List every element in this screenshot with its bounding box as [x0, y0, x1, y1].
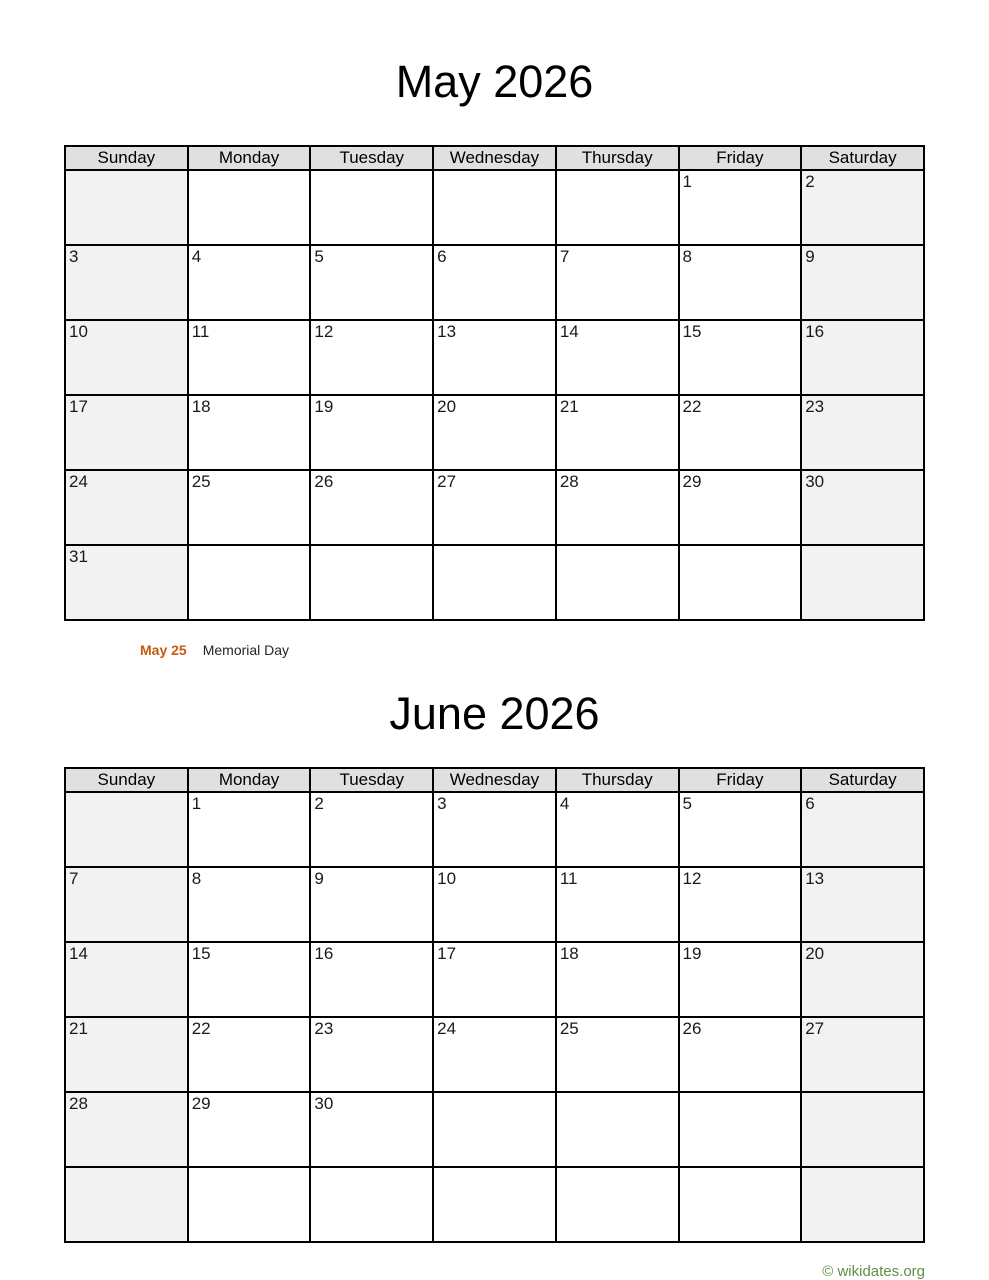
weekday-header-wednesday: Wednesday: [433, 768, 556, 792]
day-number: 29: [682, 472, 702, 491]
day-cell: [188, 470, 311, 545]
weekday-header-friday: Friday: [679, 146, 802, 170]
holiday-note: [140, 642, 925, 659]
day-number: 28: [559, 472, 579, 491]
day-cell: [310, 792, 433, 867]
empty-day-cell: [556, 1092, 679, 1167]
week-row: [65, 170, 924, 245]
week-row: [65, 942, 924, 1017]
day-number: 23: [805, 397, 825, 416]
holiday-note-name: Memorial Day: [202, 642, 290, 658]
day-number: 6: [437, 247, 447, 266]
day-cell: [679, 470, 802, 545]
empty-day-cell: [310, 1167, 433, 1242]
day-cell: [556, 942, 679, 1017]
day-number: 3: [69, 247, 79, 266]
day-number: 17: [69, 397, 88, 416]
day-cell: [679, 320, 802, 395]
day-number: 25: [559, 1019, 579, 1038]
day-cell: [556, 320, 679, 395]
week-row: [65, 867, 924, 942]
day-number: 1: [682, 172, 692, 191]
week-row: [65, 1167, 924, 1242]
day-cell: [433, 867, 556, 942]
day-cell: [801, 395, 924, 470]
day-cell: [801, 792, 924, 867]
week-row: [65, 792, 924, 867]
day-cell: [801, 1017, 924, 1092]
day-cell: [65, 545, 188, 620]
day-cell: [65, 395, 188, 470]
day-number: 28: [69, 1094, 88, 1113]
empty-day-cell: [679, 545, 802, 620]
day-number: 6: [805, 794, 815, 813]
day-number: 11: [191, 322, 210, 341]
day-number: 17: [437, 944, 457, 963]
month-title-may: May 2026: [395, 56, 594, 107]
holiday-note-date: May 25: [140, 642, 187, 658]
day-number: 27: [437, 472, 457, 491]
day-number: 23: [314, 1019, 334, 1038]
empty-day-cell: [556, 545, 679, 620]
day-number: 30: [805, 472, 825, 491]
week-row: [65, 395, 924, 470]
day-cell: [433, 1017, 556, 1092]
empty-day-cell: [801, 1092, 924, 1167]
day-number: 20: [805, 944, 825, 963]
day-number: 12: [682, 869, 702, 888]
empty-day-cell: [65, 792, 188, 867]
day-number: 12: [314, 322, 334, 341]
day-cell: [310, 470, 433, 545]
day-cell: [556, 395, 679, 470]
day-cell: [556, 792, 679, 867]
day-number: 7: [69, 869, 79, 888]
weekday-header-wednesday: Wednesday: [433, 146, 556, 170]
day-number: 29: [191, 1094, 211, 1113]
day-cell: [310, 1017, 433, 1092]
day-cell: [679, 245, 802, 320]
day-cell: [801, 170, 924, 245]
day-number: 19: [314, 397, 334, 416]
day-cell: [556, 867, 679, 942]
weekday-header-tuesday: Tuesday: [310, 768, 433, 792]
day-number: 18: [559, 944, 579, 963]
day-number: 9: [805, 247, 815, 266]
day-cell: [188, 395, 311, 470]
empty-day-cell: [310, 170, 433, 245]
day-number: 16: [805, 322, 825, 341]
day-cell: [65, 942, 188, 1017]
empty-day-cell: [65, 170, 188, 245]
day-number: 5: [682, 794, 692, 813]
empty-day-cell: [310, 545, 433, 620]
empty-day-cell: [188, 170, 311, 245]
day-cell: [65, 245, 188, 320]
day-number: 26: [682, 1019, 702, 1038]
empty-day-cell: [556, 1167, 679, 1242]
day-cell: [65, 1017, 188, 1092]
empty-day-cell: [188, 545, 311, 620]
weekday-header-saturday: Saturday: [801, 146, 924, 170]
day-number: 2: [314, 794, 324, 813]
day-cell: [65, 867, 188, 942]
day-cell: [433, 942, 556, 1017]
empty-day-cell: [433, 1092, 556, 1167]
day-cell: [65, 1092, 188, 1167]
day-cell: [679, 867, 802, 942]
day-number: 10: [437, 869, 457, 888]
day-number: 18: [191, 397, 211, 416]
week-row: [65, 1017, 924, 1092]
day-cell: [188, 320, 311, 395]
day-number: 22: [682, 397, 702, 416]
day-cell: [433, 245, 556, 320]
day-cell: [310, 320, 433, 395]
day-cell: [801, 470, 924, 545]
month-section-june: [64, 687, 925, 1243]
day-number: 14: [69, 944, 88, 963]
day-cell: [679, 942, 802, 1017]
day-cell: [188, 792, 311, 867]
day-number: 15: [191, 944, 211, 963]
day-number: 21: [559, 397, 579, 416]
day-number: 7: [559, 247, 570, 266]
day-cell: [188, 942, 311, 1017]
day-number: 3: [437, 794, 447, 813]
day-cell: [433, 470, 556, 545]
day-cell: [310, 942, 433, 1017]
day-number: 16: [314, 944, 334, 963]
weekday-header-saturday: Saturday: [801, 768, 924, 792]
day-number: 9: [314, 869, 324, 888]
day-cell: [801, 320, 924, 395]
day-cell: [310, 245, 433, 320]
empty-day-cell: [679, 1167, 802, 1242]
day-cell: [310, 395, 433, 470]
weekday-header-thursday: Thursday: [556, 768, 679, 792]
weekday-header-sunday: Sunday: [65, 768, 188, 792]
day-number: 19: [682, 944, 702, 963]
day-cell: [188, 867, 311, 942]
day-number: 15: [682, 322, 702, 341]
empty-day-cell: [433, 545, 556, 620]
day-cell: [188, 245, 311, 320]
day-cell: [310, 867, 433, 942]
day-cell: [801, 942, 924, 1017]
week-row: [65, 320, 924, 395]
weekday-header-friday: Friday: [679, 768, 802, 792]
day-number: 24: [69, 472, 88, 491]
weekday-header-tuesday: Tuesday: [310, 146, 433, 170]
day-cell: [65, 320, 188, 395]
day-cell: [65, 470, 188, 545]
day-number: 27: [805, 1019, 825, 1038]
week-row: [65, 470, 924, 545]
day-number: 4: [559, 794, 570, 813]
weekday-header-thursday: Thursday: [556, 146, 679, 170]
day-number: 2: [805, 172, 815, 191]
day-number: 5: [314, 247, 324, 266]
empty-day-cell: [433, 1167, 556, 1242]
day-number: 24: [437, 1019, 457, 1038]
month-section-may: [64, 55, 925, 659]
day-cell: [310, 1092, 433, 1167]
day-cell: [433, 395, 556, 470]
day-cell: [679, 170, 802, 245]
week-row: [65, 545, 924, 620]
day-number: 13: [437, 322, 457, 341]
day-number: 13: [805, 869, 825, 888]
weekday-header-monday: Monday: [188, 768, 311, 792]
day-number: 11: [559, 869, 578, 888]
empty-day-cell: [801, 1167, 924, 1242]
day-number: 25: [191, 472, 211, 491]
day-number: 1: [191, 794, 202, 813]
day-cell: [556, 1017, 679, 1092]
calendar-table-may: [64, 145, 925, 621]
day-cell: [556, 245, 679, 320]
empty-day-cell: [433, 170, 556, 245]
day-cell: [679, 395, 802, 470]
day-cell: [679, 1017, 802, 1092]
empty-day-cell: [188, 1167, 311, 1242]
day-number: 31: [69, 547, 88, 566]
day-number: 10: [69, 322, 88, 341]
day-number: 30: [314, 1094, 334, 1113]
day-number: 8: [682, 247, 692, 266]
empty-day-cell: [556, 170, 679, 245]
weekday-header-row: [65, 146, 924, 170]
day-cell: [188, 1017, 311, 1092]
day-number: 14: [559, 322, 579, 341]
day-cell: [679, 792, 802, 867]
month-title-june: June 2026: [389, 688, 600, 739]
empty-day-cell: [801, 545, 924, 620]
day-cell: [556, 470, 679, 545]
footer-credit-link[interactable]: © wikidates.org: [822, 1263, 925, 1280]
day-cell: [433, 792, 556, 867]
day-number: 26: [314, 472, 334, 491]
week-row: [65, 245, 924, 320]
day-cell: [801, 867, 924, 942]
empty-day-cell: [679, 1092, 802, 1167]
day-cell: [801, 245, 924, 320]
empty-day-cell: [65, 1167, 188, 1242]
day-number: 22: [191, 1019, 211, 1038]
weekday-header-sunday: Sunday: [65, 146, 188, 170]
day-cell: [433, 320, 556, 395]
weekday-header-monday: Monday: [188, 146, 311, 170]
calendar-table-june: [64, 767, 925, 1243]
week-row: [65, 1092, 924, 1167]
day-number: 20: [437, 397, 457, 416]
day-cell: [188, 1092, 311, 1167]
day-number: 8: [191, 869, 202, 888]
day-number: 4: [191, 247, 202, 266]
day-number: 21: [69, 1019, 88, 1038]
weekday-header-row: [65, 768, 924, 792]
